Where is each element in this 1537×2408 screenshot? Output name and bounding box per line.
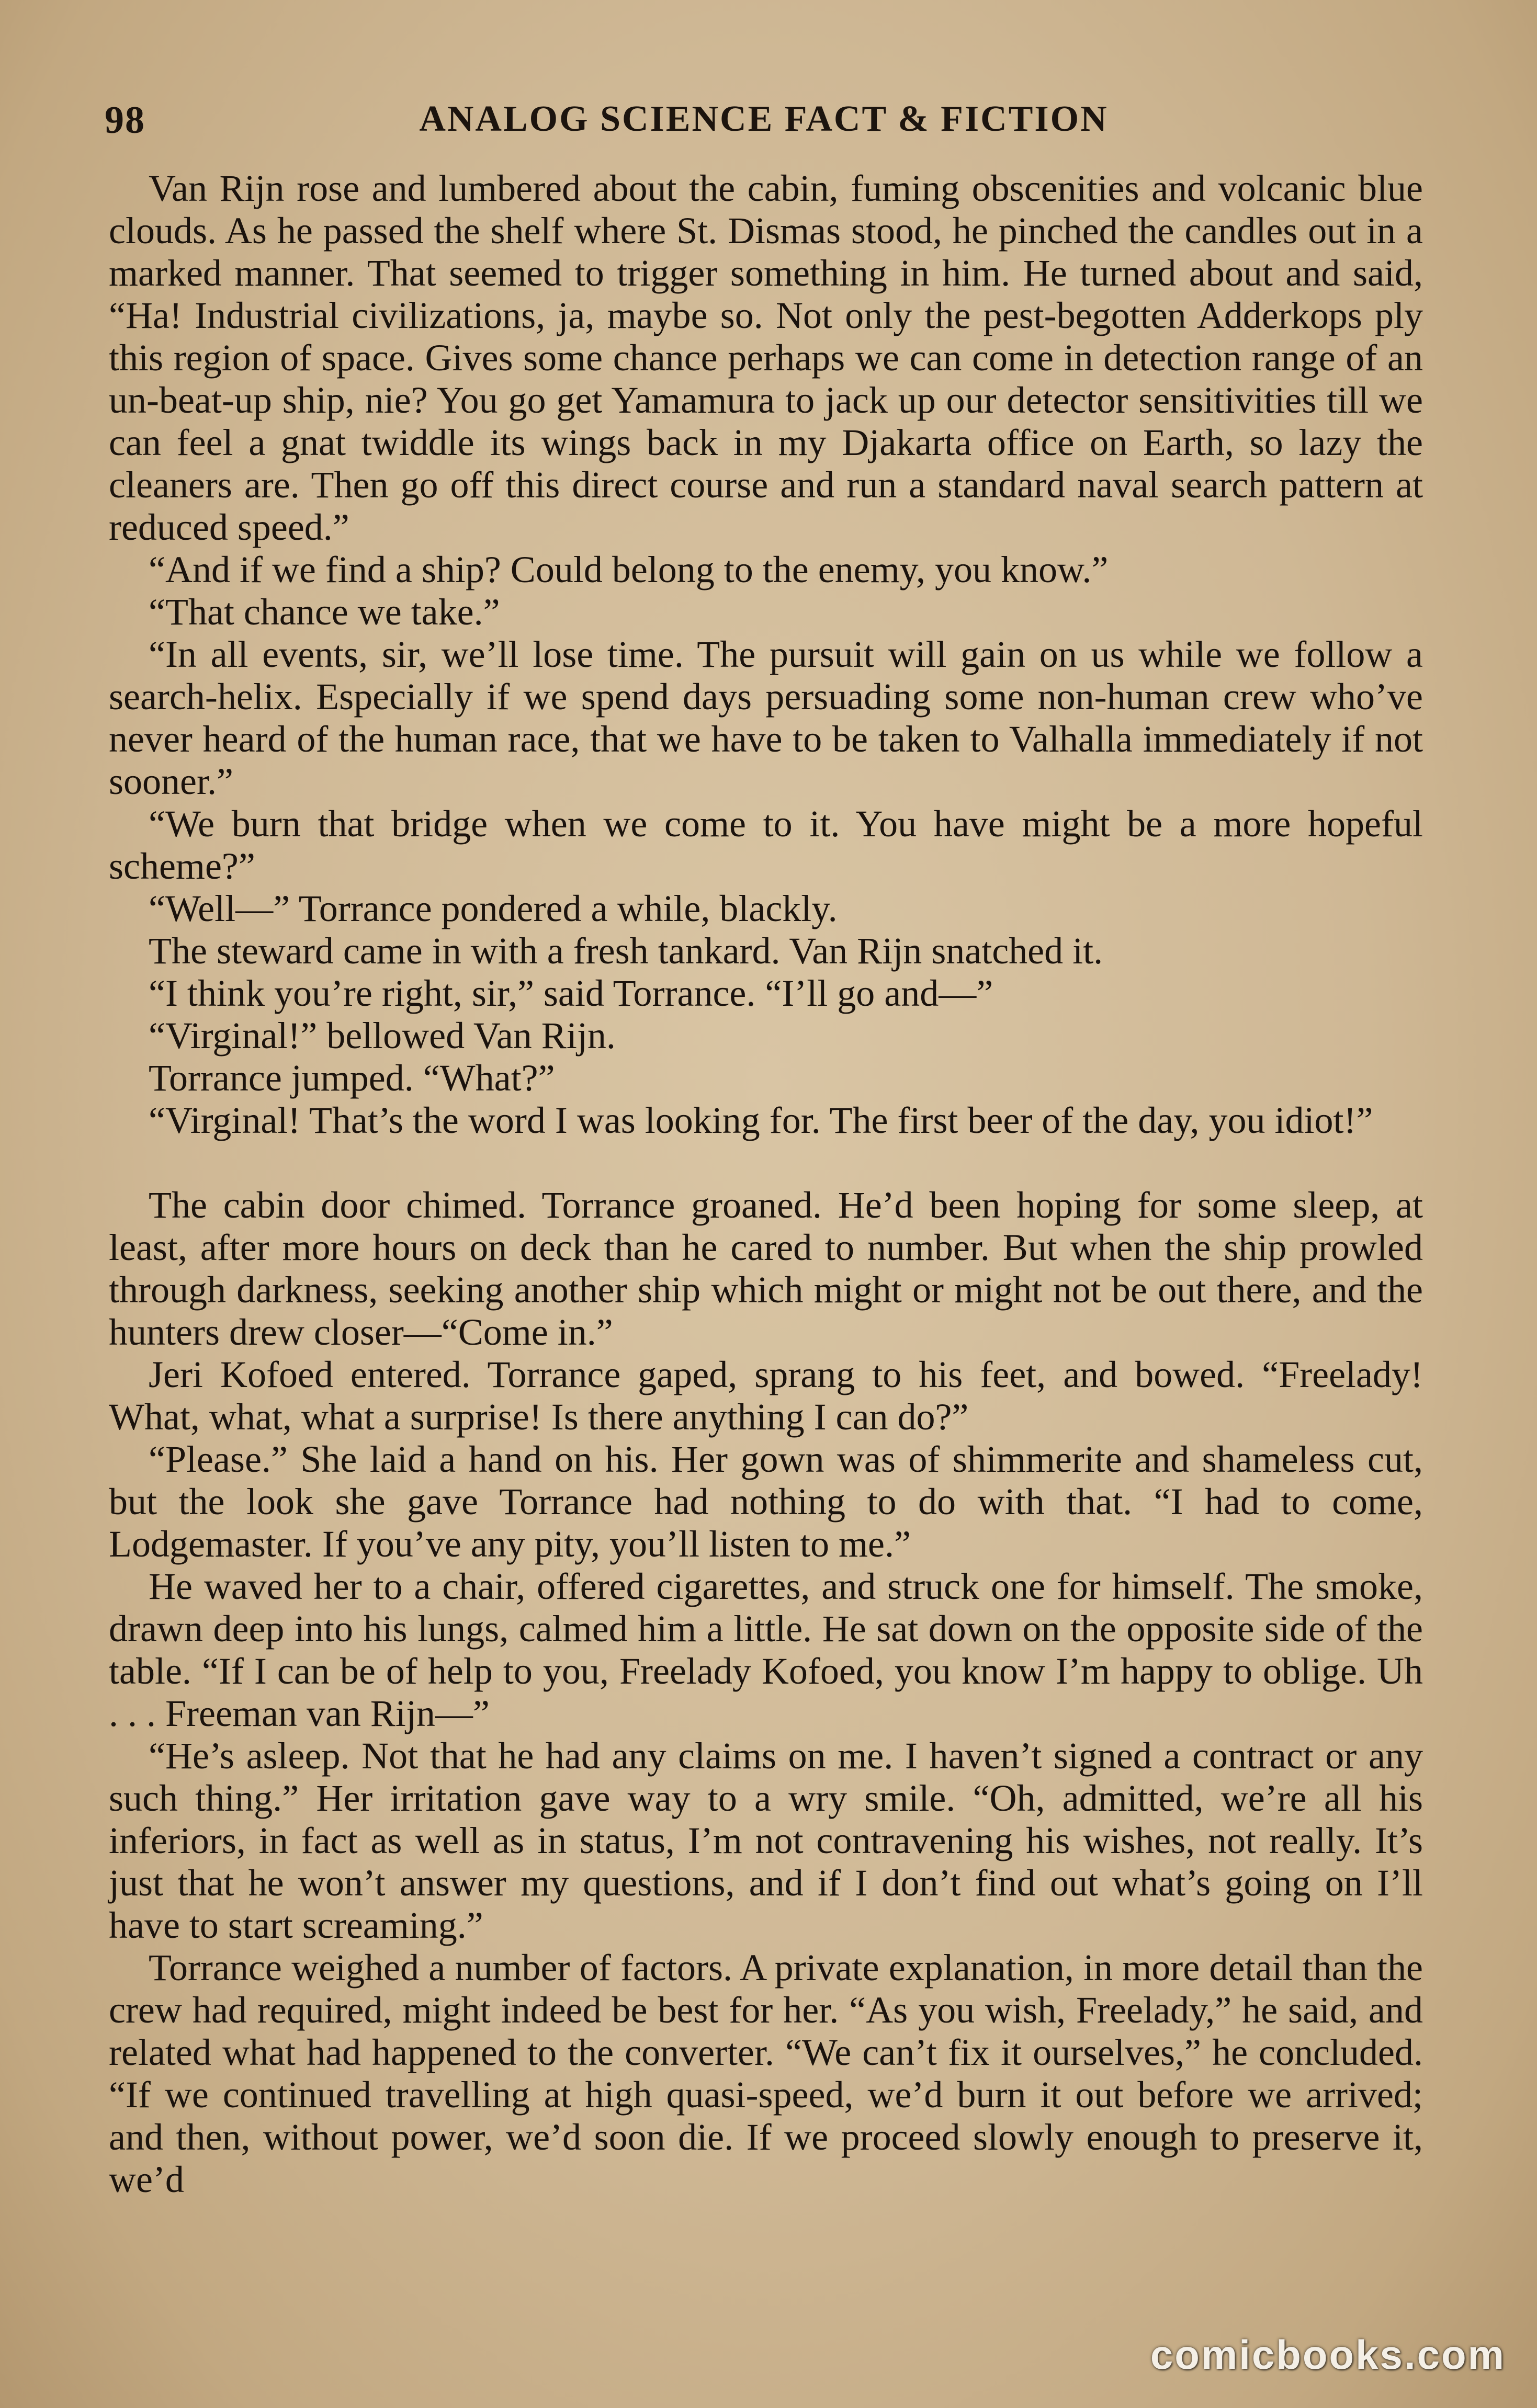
paragraph: “Well—” Torrance pondered a while, blackly. [149,888,838,929]
paragraph: “Please.” She laid a hand on his. Her gown was of shimmerite and shameless cut, but the look she gave Torrance had nothing to do with that. “I had to come, Lodgemaster. If you’ve any pity, you’ll listen to me.” [109,1438,1423,1565]
paragraph: Torrance weighed a number of factors. A private explanation, in more detail than the crew had required, might indeed be best for her. “As you wish, Freelady,” he said, and related what had happened to the converter. “We can’t fix it ourselves,” he concluded. “If we continued travelling at high quasi-speed, we’d burn it out before we arrived; and then, without power, we’d soon die. If we proceed slowly enough to preserve it, we’d [109,1947,1423,2200]
paragraph: The cabin door chimed. Torrance groaned. He’d been hoping for some sleep, at least, after more hours on deck than he cared to number. But when the ship prowled through darkness, seeking another ship which might or might not be out there, and the hunters drew closer—“Come in.” [109,1184,1423,1353]
paragraph: He waved her to a chair, offered cigarettes, and struck one for himself. The smoke, drawn deep into his lungs, calmed him a little. He sat down on the opposite side of the table. “If I can be of help to you, Freelady Kofoed, you know I’m happy to oblige. Uh . . . Freeman van Rijn—” [109,1565,1423,1734]
paragraph: Torrance jumped. “What?” [149,1057,555,1099]
paragraph: “In all events, sir, we’ll lose time. The pursuit will gain on us while we follow a search-helix. Especially if we spend days persuading some non-human crew who’ve never heard of the human race, that we have to be taken to Valhalla immediately if not sooner.” [109,633,1423,802]
paragraph: “Virginal! That’s the word I was looking for. The first beer of the day, you idiot!” [149,1099,1373,1141]
paragraph: Jeri Kofoed entered. Torrance gaped, sprang to his feet, and bowed. “Freelady! What, what, what a surprise! Is there anything I can do?” [109,1354,1423,1438]
body-text [109,167,1423,2201]
paragraph: “I think you’re right, sir,” said Torrance. “I’ll go and—” [149,972,993,1014]
paragraph: “And if we find a ship? Could belong to the enemy, you know.” [149,549,1109,590]
paragraph: The steward came in with a fresh tankard. Van Rijn snatched it. [149,930,1103,972]
paragraph: “We burn that bridge when we come to it. You have might be a more hopeful scheme?” [109,803,1423,887]
running-head: ANALOG SCIENCE FACT & FICTION [419,99,1109,139]
paragraph: “That chance we take.” [149,591,500,633]
watermark: comicbooks.com [1150,2332,1506,2378]
page-number: 98 [105,99,145,142]
paragraph: Van Rijn rose and lumbered about the cabin, fuming obscenities and volcanic blue clouds. As he passed the shelf where St. Dismas stood, he pinched the candles out in a marked manner. That seemed to trigger something in him. He turned about and said, “Ha! Industrial civilizations, ja, maybe so. Not only the pest-begotten Adderkops ply this region of space. Gives some chance perhaps we can come in detection range of an un-beat-up ship, nie? You go get Yamamura to jack up our detector sensitivities till we can feel a gnat twiddle its wings back in my Djakarta office on Earth, so lazy the cleaners are. Then go off this direct course and run a standard naval search pattern at reduced speed.” [109,167,1423,548]
paragraph: “He’s asleep. Not that he had any claims on me. I haven’t signed a contract or any such thing.” Her irritation gave way to a wry smile. “Oh, admitted, we’re all his inferiors, in fact as well as in status, I’m not contravening his wishes, not really. It’s just that he won’t answer my questions, and if I don’t find out what’s going on I’ll have to start screaming.” [109,1735,1423,1946]
page-header [105,94,1423,157]
paragraph: “Virginal!” bellowed Van Rijn. [149,1015,616,1057]
